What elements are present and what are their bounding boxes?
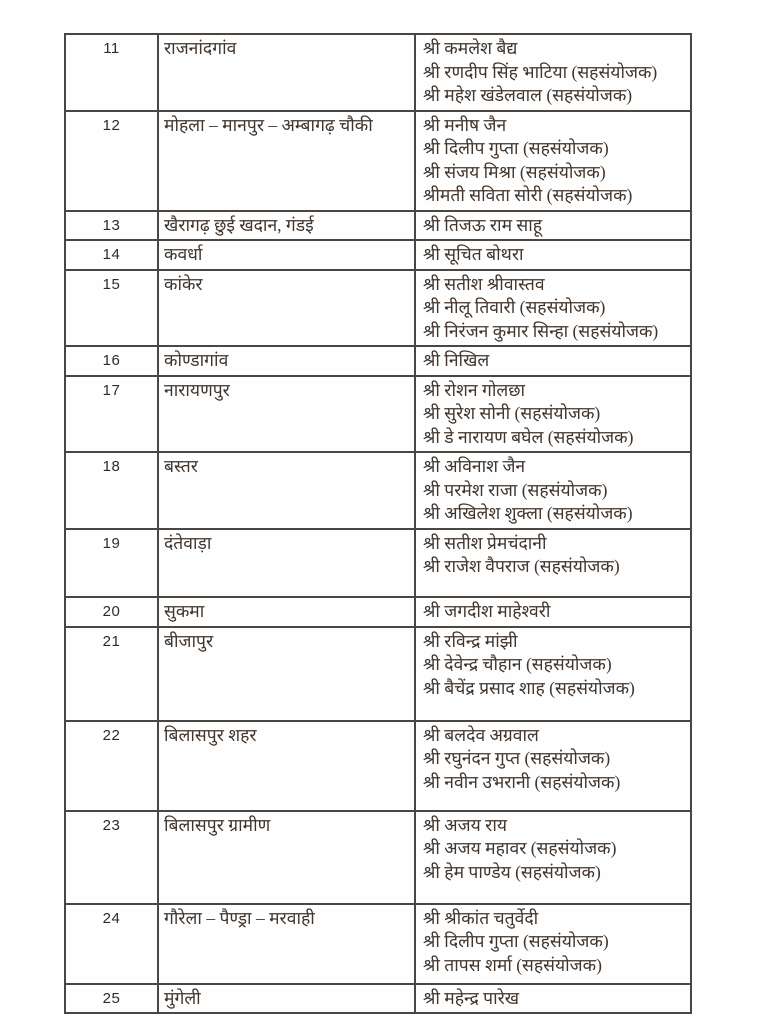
table-row bbox=[65, 984, 691, 1014]
table-row bbox=[65, 904, 691, 984]
district-name-cell: बीजापुर bbox=[158, 627, 415, 721]
convener-name: श्री श्रीकांत चतुर्वेदी bbox=[423, 907, 539, 928]
serial-number-cell: 12 bbox=[65, 111, 158, 211]
convener-name: श्री निरंजन कुमार सिन्हा (सहसंयोजक) bbox=[423, 320, 659, 341]
serial-number-cell: 21 bbox=[65, 627, 158, 721]
convener-name: श्री सुरेश सोनी (सहसंयोजक) bbox=[423, 403, 601, 423]
convener-names-cell bbox=[415, 627, 691, 721]
convener-name: श्री निखिल bbox=[423, 350, 490, 370]
district-name-cell: खैरागढ़ छुई खदान, गंडई bbox=[158, 211, 415, 241]
serial-number-cell: 17 bbox=[65, 376, 158, 453]
convener-name: श्री रघुनंदन गुप्त (सहसंयोजक) bbox=[423, 748, 611, 768]
serial-number-cell: 24 bbox=[65, 904, 158, 984]
convener-names-cell bbox=[415, 904, 691, 984]
serial-number-cell: 15 bbox=[65, 270, 158, 347]
district-name-cell: बस्तर bbox=[158, 452, 415, 529]
table-body bbox=[65, 34, 691, 1013]
convener-names-cell bbox=[415, 111, 691, 211]
serial-number-cell: 18 bbox=[65, 452, 158, 529]
district-name-cell: कवर्धा bbox=[158, 240, 415, 270]
convener-name: श्री अविनाश जैन bbox=[423, 456, 526, 476]
convener-names-cell bbox=[415, 721, 691, 811]
table-row bbox=[65, 529, 691, 597]
serial-number-cell: 14 bbox=[65, 240, 158, 270]
convener-name: श्री रोशन गोलछा bbox=[423, 379, 526, 400]
serial-number-cell: 23 bbox=[65, 811, 158, 904]
convener-name: श्री देवेन्द्र चौहान (सहसंयोजक) bbox=[423, 654, 612, 674]
district-name-cell: दंतेवाड़ा bbox=[158, 529, 415, 597]
district-name-cell: राजनांदगांव bbox=[158, 34, 415, 111]
convener-name: श्री हेम पाण्डेय (सहसंयोजक) bbox=[423, 861, 601, 882]
serial-number-cell: 11 bbox=[65, 34, 158, 111]
serial-number-cell: 19 bbox=[65, 529, 158, 597]
convener-name: श्री रणदीप सिंह भाटिया (सहसंयोजक) bbox=[423, 61, 658, 82]
convener-name: श्री दिलीप गुप्ता (सहसंयोजक) bbox=[423, 931, 609, 951]
table-row bbox=[65, 376, 691, 453]
table-row bbox=[65, 346, 691, 376]
table-row bbox=[65, 627, 691, 721]
convener-name: श्री तिजऊ राम साहू bbox=[423, 214, 543, 235]
table-row bbox=[65, 34, 691, 111]
convener-names-cell bbox=[415, 452, 691, 529]
convener-name: श्रीमती सविता सोरी (सहसंयोजक) bbox=[423, 185, 633, 205]
convener-name: श्री रविन्द्र मांझी bbox=[423, 630, 518, 651]
convener-name: श्री अजय राय bbox=[423, 814, 508, 835]
district-name-cell: कोण्डागांव bbox=[158, 346, 415, 376]
convener-names-cell bbox=[415, 270, 691, 347]
table-row bbox=[65, 597, 691, 627]
convener-name: श्री सूचित बोथरा bbox=[423, 244, 524, 264]
convener-names-cell bbox=[415, 34, 691, 111]
convener-names-cell bbox=[415, 211, 691, 241]
table-row bbox=[65, 452, 691, 529]
convener-names-cell bbox=[415, 240, 691, 270]
convener-name: श्री बलदेव अग्रवाल bbox=[423, 724, 539, 745]
convener-names-cell bbox=[415, 984, 691, 1014]
convener-name: श्री दिलीप गुप्ता (सहसंयोजक) bbox=[423, 138, 609, 158]
convener-name: श्री तापस शर्मा (सहसंयोजक) bbox=[423, 954, 602, 975]
convener-name: श्री सतीश प्रेमचंदानी bbox=[423, 532, 547, 553]
table-row bbox=[65, 211, 691, 241]
table-row bbox=[65, 721, 691, 811]
convener-name: श्री महेश खंडेलवाल (सहसंयोजक) bbox=[423, 85, 633, 105]
convener-name: श्री संजय मिश्रा (सहसंयोजक) bbox=[423, 161, 606, 182]
district-convener-table bbox=[64, 33, 692, 1014]
district-name-cell: नारायणपुर bbox=[158, 376, 415, 453]
convener-name: श्री कमलेश बैद्य bbox=[423, 38, 518, 58]
district-name-cell: मोहला – मानपुर – अम्बागढ़ चौकी bbox=[158, 111, 415, 211]
table-row bbox=[65, 811, 691, 904]
table-row bbox=[65, 111, 691, 211]
convener-name: श्री नीलू तिवारी (सहसंयोजक) bbox=[423, 297, 606, 317]
convener-names-cell bbox=[415, 529, 691, 597]
district-name-cell: कांकेर bbox=[158, 270, 415, 347]
convener-name: श्री मनीष जैन bbox=[423, 114, 507, 135]
serial-number-cell: 20 bbox=[65, 597, 158, 627]
convener-names-cell bbox=[415, 811, 691, 904]
convener-name: श्री सतीश श्रीवास्तव bbox=[423, 273, 545, 294]
district-name-cell: बिलासपुर ग्रामीण bbox=[158, 811, 415, 904]
convener-name: श्री नवीन उभरानी (सहसंयोजक) bbox=[423, 771, 621, 792]
table-row bbox=[65, 240, 691, 270]
convener-name: श्री अखिलेश शुक्ला (सहसंयोजक) bbox=[423, 503, 633, 523]
convener-name: श्री जगदीश माहेश्वरी bbox=[423, 600, 551, 621]
district-name-cell: बिलासपुर शहर bbox=[158, 721, 415, 811]
convener-name: श्री बैचेंद्र प्रसाद शाह (सहसंयोजक) bbox=[423, 677, 635, 698]
convener-names-cell bbox=[415, 376, 691, 453]
convener-names-cell bbox=[415, 346, 691, 376]
convener-name: श्री महेन्द्र पारेख bbox=[423, 987, 520, 1008]
district-name-cell: गौरेला – पैण्ड्रा – मरवाही bbox=[158, 904, 415, 984]
serial-number-cell: 16 bbox=[65, 346, 158, 376]
table-row bbox=[65, 270, 691, 347]
convener-name: श्री राजेश वैपराज (सहसंयोजक) bbox=[423, 556, 620, 576]
serial-number-cell: 25 bbox=[65, 984, 158, 1014]
serial-number-cell: 22 bbox=[65, 721, 158, 811]
convener-names-cell bbox=[415, 597, 691, 627]
convener-name: श्री डे नारायण बघेल (सहसंयोजक) bbox=[423, 426, 634, 447]
district-name-cell: मुंगेली bbox=[158, 984, 415, 1014]
serial-number-cell: 13 bbox=[65, 211, 158, 241]
district-name-cell: सुकमा bbox=[158, 597, 415, 627]
convener-name: श्री परमेश राजा (सहसंयोजक) bbox=[423, 479, 608, 500]
convener-name: श्री अजय महावर (सहसंयोजक) bbox=[423, 838, 617, 858]
